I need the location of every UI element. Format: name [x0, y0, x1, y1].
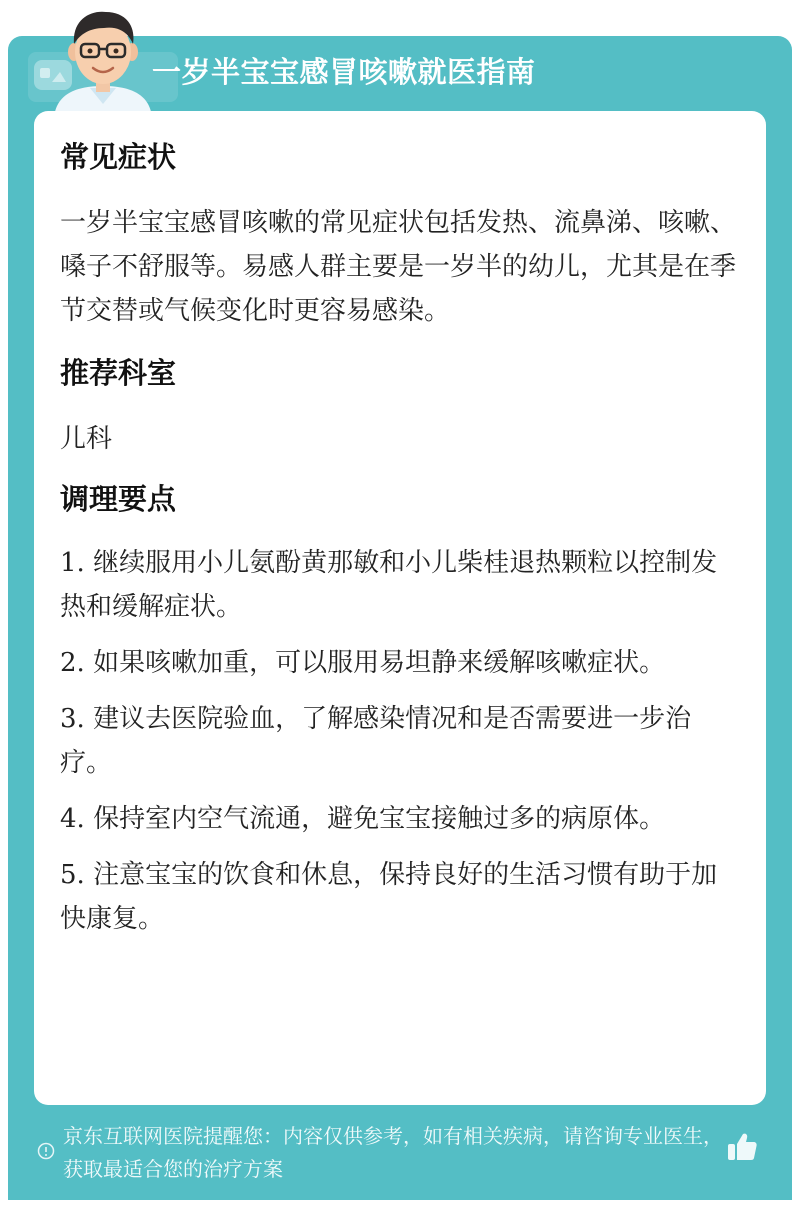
- care-item-number: 1.: [60, 548, 85, 578]
- disclaimer-text: 京东互联网医院提醒您：内容仅供参考，如有相关疾病，请咨询专业医生，获取最适合您的治疗方案: [63, 1124, 723, 1181]
- page-title: 一岁半宝宝感冒咳嗽就医指南: [152, 55, 536, 89]
- care-item: [60, 853, 740, 941]
- care-heading: 调理要点: [60, 482, 177, 516]
- care-item-text: 注意宝宝的饮食和休息，保持良好的生活习惯有助于加快康复。: [60, 860, 718, 934]
- content-panel: [34, 111, 766, 1105]
- care-item: [60, 797, 740, 841]
- care-item: [60, 541, 740, 629]
- care-list: [60, 541, 740, 941]
- care-item: [60, 697, 740, 785]
- info-icon: [37, 1142, 55, 1160]
- care-item: [60, 641, 740, 685]
- care-item-number: 3.: [60, 704, 85, 734]
- doctor-avatar-icon: [46, 6, 160, 118]
- department-text: 儿科: [60, 424, 113, 454]
- care-item-number: 2.: [60, 648, 85, 678]
- department-heading: 推荐科室: [60, 356, 177, 390]
- care-item-number: 5.: [60, 860, 85, 890]
- thumbs-up-icon[interactable]: [725, 1130, 759, 1164]
- symptoms-heading: 常见症状: [60, 140, 177, 174]
- symptoms-text: 一岁半宝宝感冒咳嗽的常见症状包括发热、流鼻涕、咳嗽、嗓子不舒服等。易感人群主要是一岁半的幼儿，尤其是在季节交替或气候变化时更容易感染。: [60, 208, 737, 326]
- care-item-number: 4.: [60, 804, 85, 834]
- care-item-text: 如果咳嗽加重，可以服用易坦静来缓解咳嗽症状。: [93, 648, 666, 678]
- care-item-text: 保持室内空气流通，避免宝宝接触过多的病原体。: [93, 804, 666, 834]
- care-item-text: 继续服用小儿氨酚黄那敏和小儿柴桂退热颗粒以控制发热和缓解症状。: [60, 548, 718, 622]
- care-item-text: 建议去医院验血，了解感染情况和是否需要进一步治疗。: [60, 704, 692, 778]
